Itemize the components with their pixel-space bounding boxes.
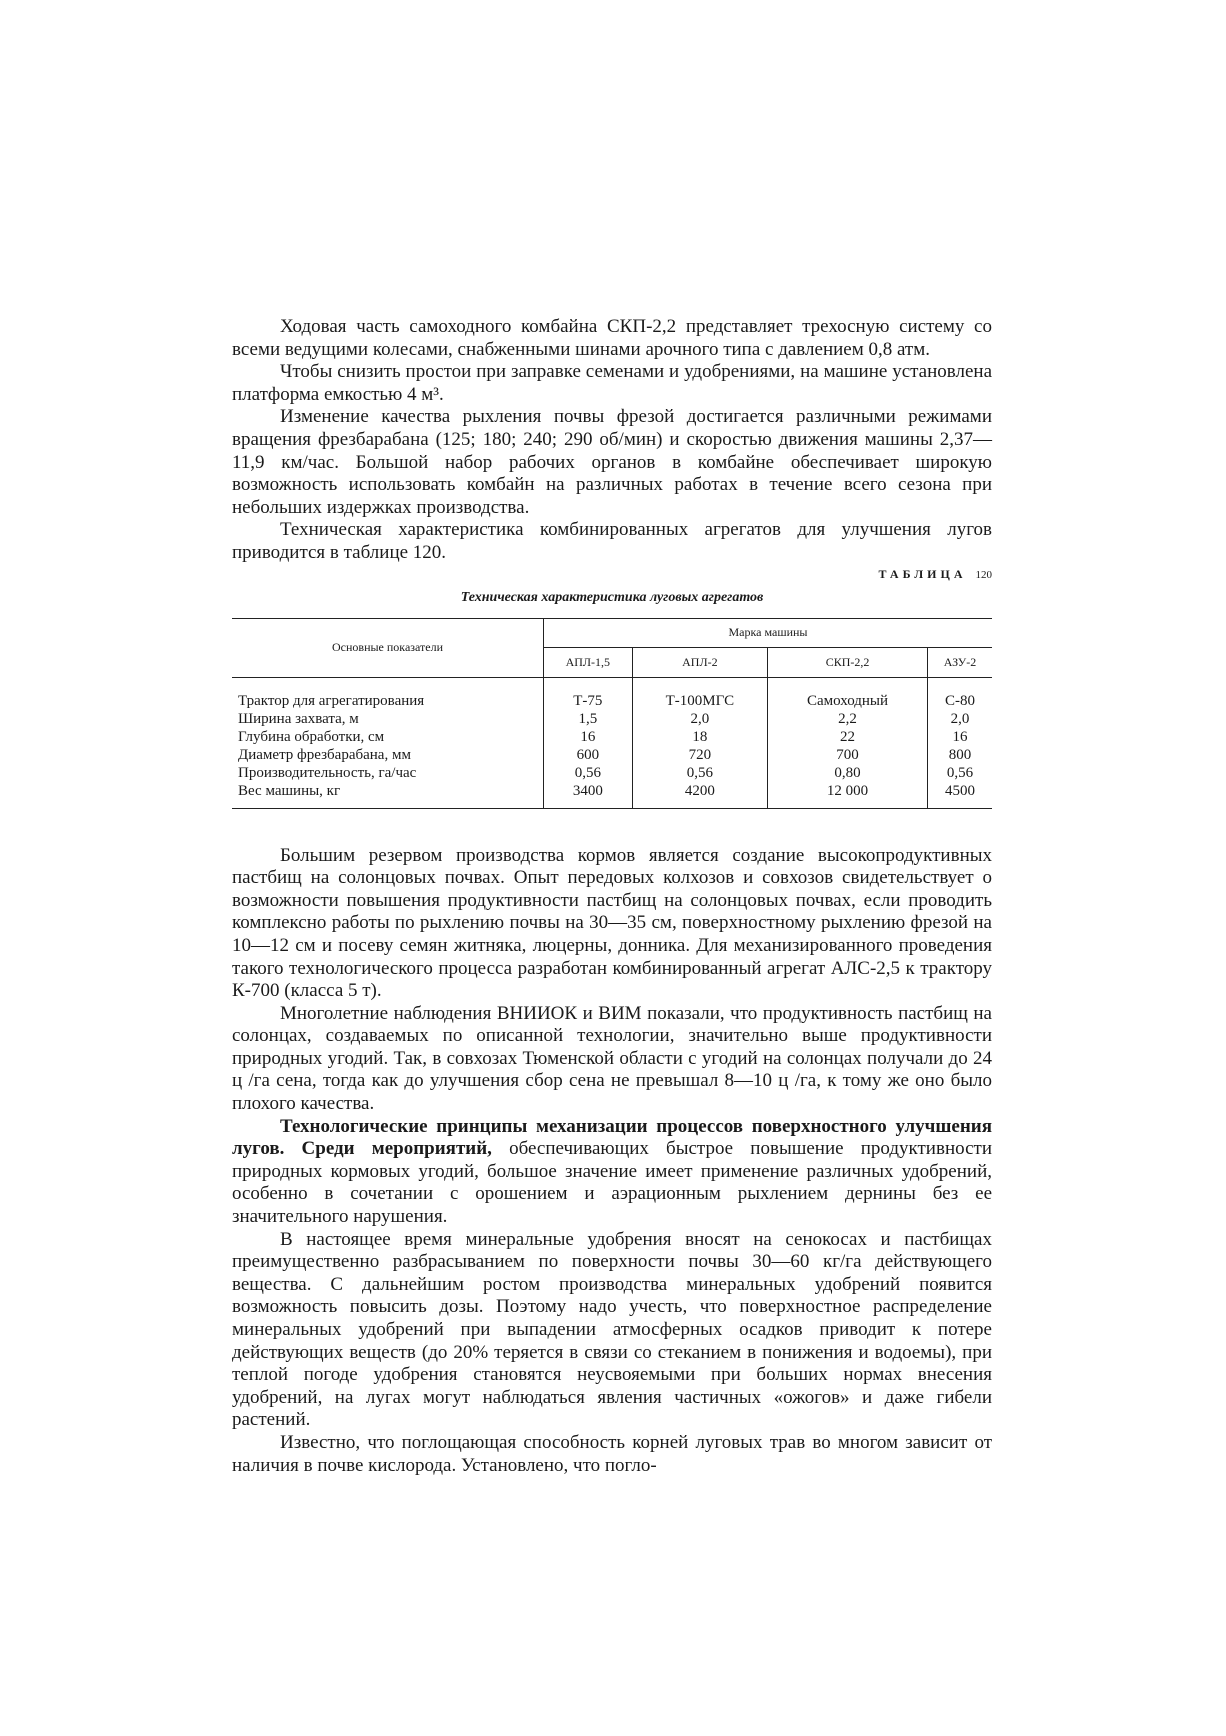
cell: 1,5 xyxy=(544,710,633,728)
paragraph: Известно, что поглощающая способность корней луговых трав во многом зависит от наличия в почве кислорода. Установлено, что погло- xyxy=(232,1431,992,1476)
table-row xyxy=(232,728,992,746)
cell: 2,0 xyxy=(632,710,767,728)
section-paragraph-text: обеспечивающих быстрое повышение продуктивности природных кормовых угодий, большое значение имеет применение различных удобрений, особенно в сочетании с орошением и аэрационным рыхлением дернины без ее значительного нарушения. xyxy=(232,1138,992,1228)
table-row xyxy=(232,782,992,809)
row-param: Ширина захвата, м xyxy=(238,710,359,727)
row-param: Диаметр фрезбарабана, мм xyxy=(238,746,411,763)
row-param: Производительность, га/час xyxy=(238,764,417,781)
paragraph: Многолетние наблюдения ВНИИОК и ВИМ показали, что продуктивность пастбищ на солонцах, создаваемых по описанной технологии, значительно выше продуктивности природных угодий. Так, в совхозах Тюменской области с угодий на солонцах получали до 24 ц /га сена, тогда как до улучшения сбор сена не превышал 8—10 ц /га, к тому же оно было плохого качества. xyxy=(232,1002,992,1115)
cell: С-80 xyxy=(927,677,992,710)
section-heading: Технологические принципы механизации процессов поверхностного улучшения лугов. Среди мероприятий, xyxy=(232,1115,992,1160)
table-caption: Техническая характеристика луговых агрегатов xyxy=(460,589,764,605)
row-param: Вес машины, кг xyxy=(232,782,544,809)
column-header: АПЛ-2 xyxy=(632,648,767,678)
table-label-text: ТАБЛИЦА xyxy=(878,566,967,581)
cell: 800 xyxy=(927,746,992,764)
section-paragraph xyxy=(232,1116,992,1229)
cell: 18 xyxy=(632,728,767,746)
cell: 3400 xyxy=(544,782,633,809)
table-label xyxy=(232,567,992,582)
cell: Т-100МГС xyxy=(632,677,767,710)
cell: 600 xyxy=(544,746,633,764)
group-header: Марка машины xyxy=(544,618,993,648)
table-row xyxy=(232,746,992,764)
paragraph: Ходовая часть самоходного комбайна СКП-2,2 представляет трехосную систему со всеми ведущими колесами, снабженными шинами арочного типа с давлением 0,8 атм. xyxy=(232,316,992,360)
cell: 4200 xyxy=(632,782,767,809)
cell: 720 xyxy=(632,746,767,764)
cell: 0,56 xyxy=(927,764,992,782)
column-header: АЗУ-2 xyxy=(927,648,992,678)
param-header: Основные показатели xyxy=(232,618,544,677)
cell: 0,56 xyxy=(632,764,767,782)
paragraph: В настоящее время минеральные удобрения вносят на сенокосах и пастбищах преимущественно разбрасыванием по поверхности почвы 30—60 кг/га действующего вещества. С дальнейшим ростом производства минеральных удобрений появится возможность повысить дозы. Поэтому надо учесть, что поверхностное распределение минеральных удобрений при выпадении атмосферных осадков приводит к потере действующих веществ (до 20% теряется в связи со стеканием в понижения и водоемы), при теплой погоде удобрения становятся неусвояемыми при больших нормах внесения удобрений, на лугах могут наблюдаться явления частичных «ожогов» и даже гибели растений. xyxy=(232,1228,992,1431)
table-row xyxy=(232,710,992,728)
row-param: Глубина обработки, см xyxy=(238,728,385,745)
cell: Т-75 xyxy=(544,677,633,710)
table-row xyxy=(232,764,992,782)
cell: 22 xyxy=(768,728,928,746)
table-number: 120 xyxy=(975,568,992,581)
cell: 2,0 xyxy=(927,710,992,728)
cell: 2,2 xyxy=(768,710,928,728)
table-header-row xyxy=(232,618,992,648)
paragraph: Изменение качества рыхления почвы фрезой достигается различными режимами вращения фрезбарабана (125; 180; 240; 290 об/мин) и скоростью движения машины 2,37—11,9 км/час. Большой набор рабочих органов в комбайне обеспечивает широкую возможность использовать комбайн на различных работах в течение всего сезона при небольших издержках производства. xyxy=(232,406,992,518)
cell: 16 xyxy=(927,728,992,746)
cell: 4500 xyxy=(927,782,992,809)
cell: 12 000 xyxy=(768,782,928,809)
row-param: Трактор для агрегатирования xyxy=(238,692,425,709)
paragraph: Чтобы снизить простои при заправке семенами и удобрениями, на машине установлена платформа емкостью 4 м³. xyxy=(232,361,992,405)
data-table xyxy=(232,618,992,809)
column-header: СКП-2,2 xyxy=(768,648,928,678)
cell: 16 xyxy=(544,728,633,746)
document-page xyxy=(232,316,992,1477)
paragraph: Большим резервом производства кормов является создание высокопродуктивных пастбищ на солонцовых почвах. Опыт передовых колхозов и совхозов свидетельствует о возможности повышения продуктивности пастбищ на солонцовых почвах, если проводить комплексно работы по рыхлению почвы на 30—35 см, поверхностному рыхлению фрезой на 10—12 см и посеву семян житняка, люцерны, донника. Для механизированного проведения такого технологического процесса разработан комбинированный агрегат АЛС-2,5 к трактору К-700 (класса 5 т). xyxy=(232,844,992,1002)
column-header: АПЛ-1,5 xyxy=(544,648,633,678)
cell: 0,80 xyxy=(768,764,928,782)
cell: 700 xyxy=(768,746,928,764)
cell: Самоходный xyxy=(768,677,928,710)
table-row xyxy=(232,677,992,710)
cell: 0,56 xyxy=(544,764,633,782)
paragraph: Техническая характеристика комбинированных агрегатов для улучшения лугов приводится в таблице 120. xyxy=(232,519,992,563)
